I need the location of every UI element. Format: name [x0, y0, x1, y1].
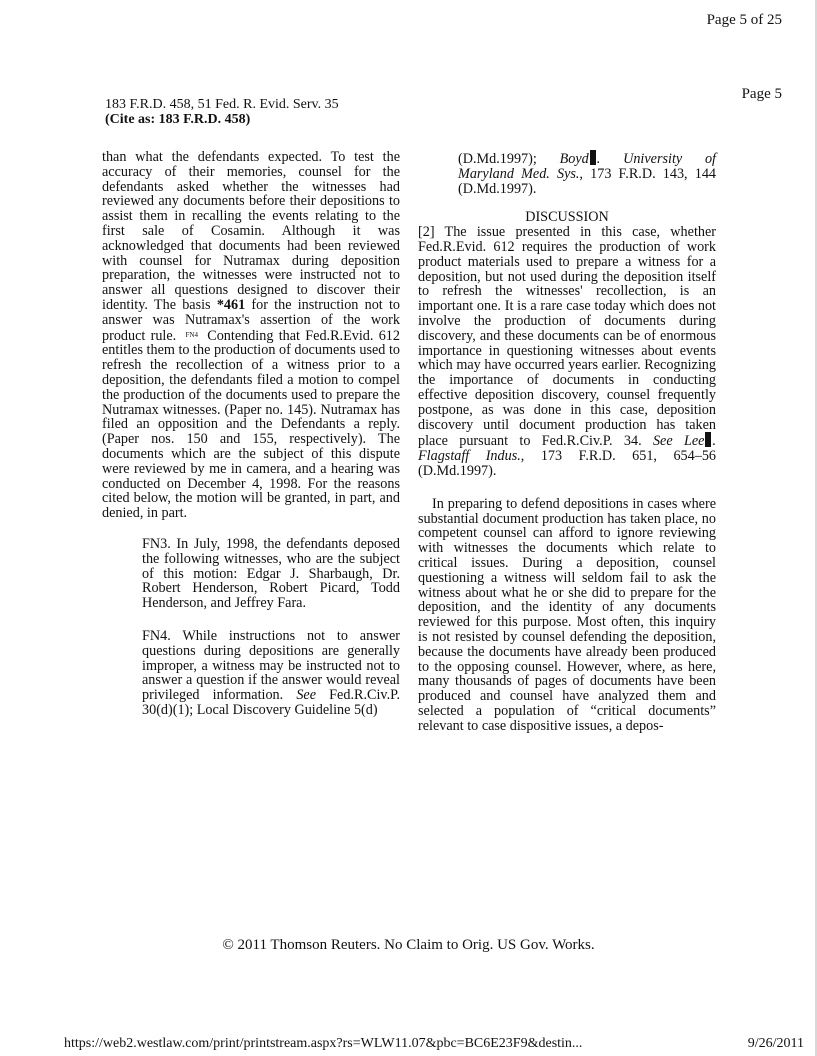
right-column [418, 150, 716, 733]
footnote-ref-fn4[interactable]: FN4 [185, 330, 198, 339]
body-paragraph-2: [2] The issue presented in this case, whether Fed.R.Evid. 612 requires the production of work product materials used to prepare a witness for a deposition, but not used during the deposition itself to refresh the witnesses' recollection, is an important one. It is a rare case today which does not involve the production of documents during discovery, and these documents can be of enormous importance in questioning witnesses about events which may have occurred years earlier. Recognizing the importance of documents in conducting effective deposition discovery, counsel frequently postpone, as was done in this case, deposition discovery until document production has taken place pursuant to Fed.R.Civ.P. 34. See Lee . Flagstaff Indus., 173 F.R.D. 651, 654–56 (D.Md.1997). [418, 224, 717, 479]
footnote-fn3: FN3. In July, 1998, the defendants deposed the following witnesses, who are the subject of this motion: Edgar J. Sharbaugh, Dr. Robert Henderson, Robert Picard, Todd Henderson, and Jeffrey Fara. [142, 535, 400, 612]
page-number: Page 5 [741, 86, 782, 102]
copyright-notice: © 2011 Thomson Reuters. No Claim to Orig. US Gov. Works. [222, 937, 595, 953]
citation-continuation: (D.Md.1997); Boyd . University of Maryland Med. Sys., 173 F.R.D. 143, 144 (D.Md.1997). [458, 151, 717, 197]
citation-cite-as: (Cite as: 183 F.R.D. 458) [105, 112, 251, 127]
print-footer [64, 1036, 804, 1052]
redaction-mark [590, 150, 596, 165]
page-of-count: Page 5 of 25 [706, 12, 782, 28]
citation-block [105, 97, 339, 127]
footnote-fn4: FN4. While instructions not to answer questions during depositions are generally improper, a witness may be instructed not to answer a question if the answer would reveal privileged information. See Fed.R.Civ.P. 30(d)(1); Local Discovery Guideline 5(d) [142, 627, 400, 718]
body-paragraph-1: than what the defendants expected. To test the accuracy of their memories, counsel for the defendants asked whether the witnesses had reviewed any documents before their depositions to assist them in recalling the events relating to the first sale of Cosamin. Although it was acknowledged that documents had been reviewed with counsel for Nutramax during deposition preparation, the witnesses were instructed not to answer all questions designed to discover their identity. The basis *461 for the instruction not to answer was Nutramax's assertion of the work product rule. $^{FN4}$ Contending that Fed.R.Evid. 612 entitles them to the production of documents used to refresh the recollection of a witness prior to a deposition, the defendants filed a motion to compel the production of the documents used to prepare the Nutramax witnesses. (Paper no. 145). Nutramax has filed an opposition and the Defendants a reply. (Paper nos. 150 and 155, respectively). The documents which are the subject of this dispute were reviewed by me in camera, and a hearing was conducted on December 4, 1998. For the reasons cited below, the motion will be granted, in part, and denied, in part. [102, 149, 400, 522]
print-date: 9/26/2011 [747, 1036, 804, 1051]
star-page-marker: *461 [216, 296, 246, 313]
body-paragraph-3: In preparing to defend depositions in cases where substantial document production has taken place, no competent counsel can afford to ignore reviewing with witnesses the documents which relate to critical issues. During a deposition, counsel questioning a witness will seldom fail to ask the witness about what he or she did to prepare for the deposition, and the identity of any documents reviewed for this purpose. Most often, this inquiry is not resisted by counsel defending the deposition, because the documents have already been produced to the opposing counsel. However, where, as here, many thousands of pages of documents have been produced and counsel have analyzed them and selected a population of “critical documents” relevant to case dispositive issues, a depos- [418, 495, 716, 734]
citation-reporter: 183 F.R.D. 458, 51 Fed. R. Evid. Serv. 35 [105, 97, 339, 112]
section-heading: DISCUSSION [525, 209, 609, 226]
redaction-mark [705, 432, 711, 447]
left-column [102, 150, 400, 718]
source-url: https://web2.westlaw.com/print/printstream.aspx?rs=WLW11.07&pbc=BC6E23F9&destin... [64, 1036, 583, 1051]
